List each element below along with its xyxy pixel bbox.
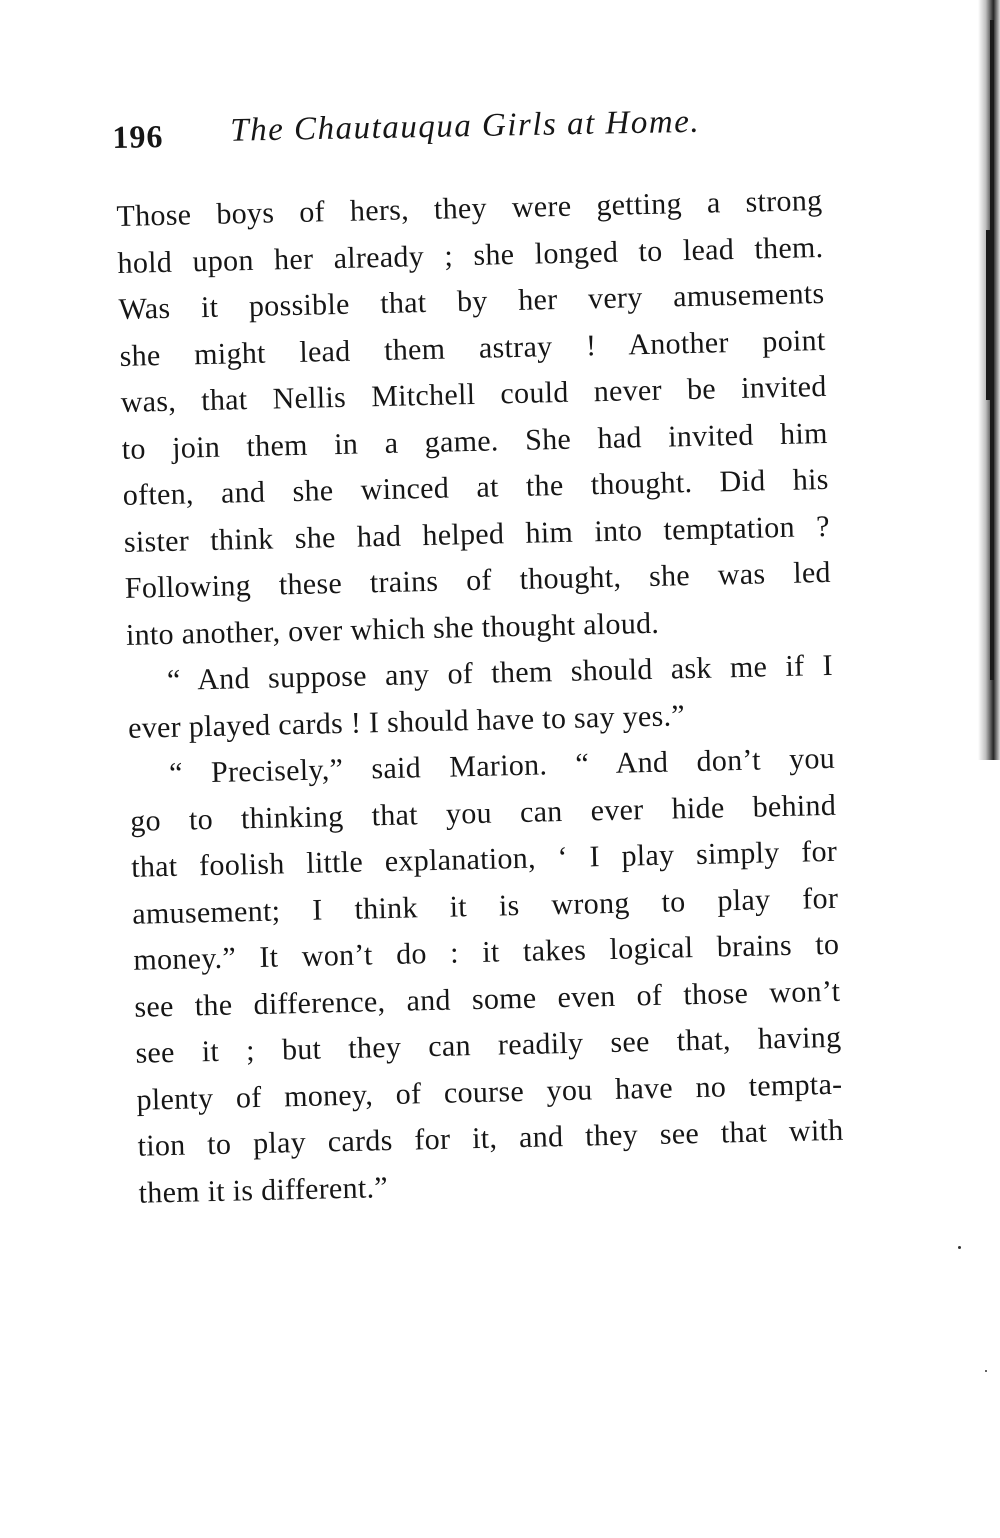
page-header [112, 101, 753, 163]
paper-speck [958, 1246, 961, 1249]
text-line: to join them in a game. She had invited him [121, 416, 828, 466]
text-line: Following these trains of thought, she was led [124, 555, 832, 605]
text-line: she might lead them astray ! Another point [119, 323, 826, 373]
text-line: them it is different.” [138, 1170, 389, 1210]
text-line: was, that Nellis Mitchell could never be invited [120, 369, 827, 419]
text-line: Was it possible that by her very amusements [118, 276, 825, 326]
text-line: plenty of money, of course you have no tempta- [136, 1067, 843, 1117]
body-text [116, 178, 845, 1217]
paper-speck [985, 1370, 987, 1372]
text-line: often, and she winced at the thought. Did his [122, 462, 830, 512]
text-line: sister think she had helped him into temptation ? [123, 509, 831, 559]
text-line: tion to play cards for it, and they see that with [137, 1113, 844, 1163]
text-line: Those boys of hers, they were getting a strong [116, 183, 823, 233]
text-line: hold upon her already ; she longed to lead them. [117, 230, 824, 280]
text-line: ever played cards ! I should have to say yes.” [127, 698, 686, 745]
text-line: into another, over which she thought aloud. [125, 606, 660, 652]
text-line: see the difference, and some even of those won’t [134, 974, 841, 1024]
text-line: amusement; I think it is wrong to play for [131, 881, 839, 931]
text-line: money.” It won’t do : it takes logical brains to [133, 927, 840, 977]
running-title: The Chautauqua Girls at Home. [230, 103, 701, 149]
text-line: go to thinking that you can ever hide behind [129, 788, 837, 838]
text-line: “ And suppose any of them should ask me if I [166, 648, 834, 697]
page-number: 196 [112, 118, 164, 155]
text-line: see it ; but they can readily see that, having [135, 1020, 842, 1070]
page-edge-line-dark [986, 230, 992, 400]
text-line: that foolish little explanation, ‘ I play simply for [130, 834, 838, 884]
text-line: “ Precisely,” said Marion. “ And don’t you [168, 741, 836, 790]
